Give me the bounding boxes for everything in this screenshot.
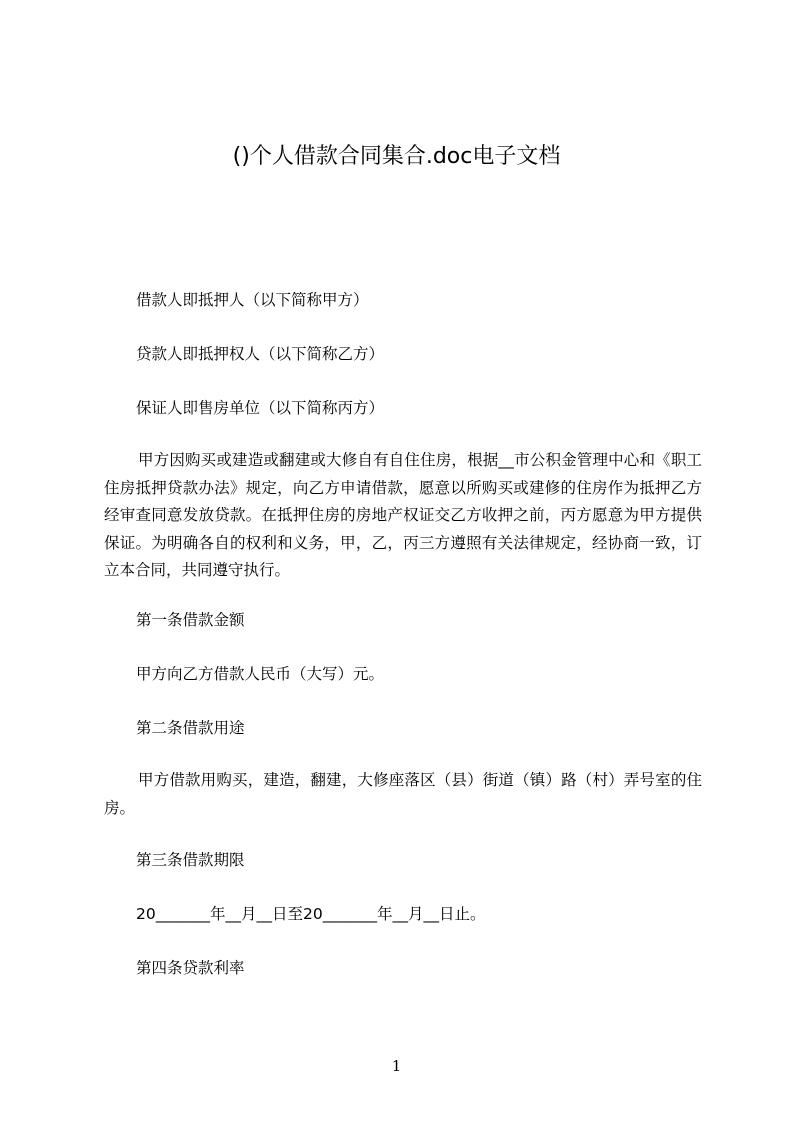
party-a-line: 借款人即抵押人（以下简称甲方） <box>136 291 369 309</box>
article-2-heading: 第二条借款用途 <box>136 719 245 737</box>
party-b-line: 贷款人即抵押权人（以下简称乙方） <box>136 345 385 363</box>
party-c-line: 保证人即售房单位（以下简称丙方） <box>136 399 385 417</box>
article-3-heading: 第三条借款期限 <box>136 851 245 869</box>
article-1-heading: 第一条借款金额 <box>136 611 245 629</box>
article-4-heading: 第四条贷款利率 <box>136 959 245 977</box>
intro-paragraph: 甲方因购买或建造或翻建或大修自有自住住房，根据__市公积金管理中心和《职工住房抵押贷款办法》规定，向乙方申请借款，愿意以所购买或建修的住房作为抵押乙方经审查同意发放贷款。在抵押住房的房地产权证交乙方收押之前，丙方愿意为甲方提供保证。为明确各自的权利和义务，甲，乙，丙三方遵照有关法律规定，经协商一致，订立本合同，共同遵守执行。 <box>104 451 702 579</box>
article-1-text: 甲方向乙方借款人民币（大写）元。 <box>136 665 385 683</box>
article-2-text: 甲方借款用购买，建造，翻建，大修座落区（县）街道（镇）路（村）弄号室的住房。 <box>104 771 702 817</box>
document-title: ()个人借款合同集合.doc电子文档 <box>232 144 561 169</box>
article-3-text: 20_______年__月__日至20_______年__月__日止。 <box>136 905 486 923</box>
page-number: 1 <box>391 1057 402 1075</box>
